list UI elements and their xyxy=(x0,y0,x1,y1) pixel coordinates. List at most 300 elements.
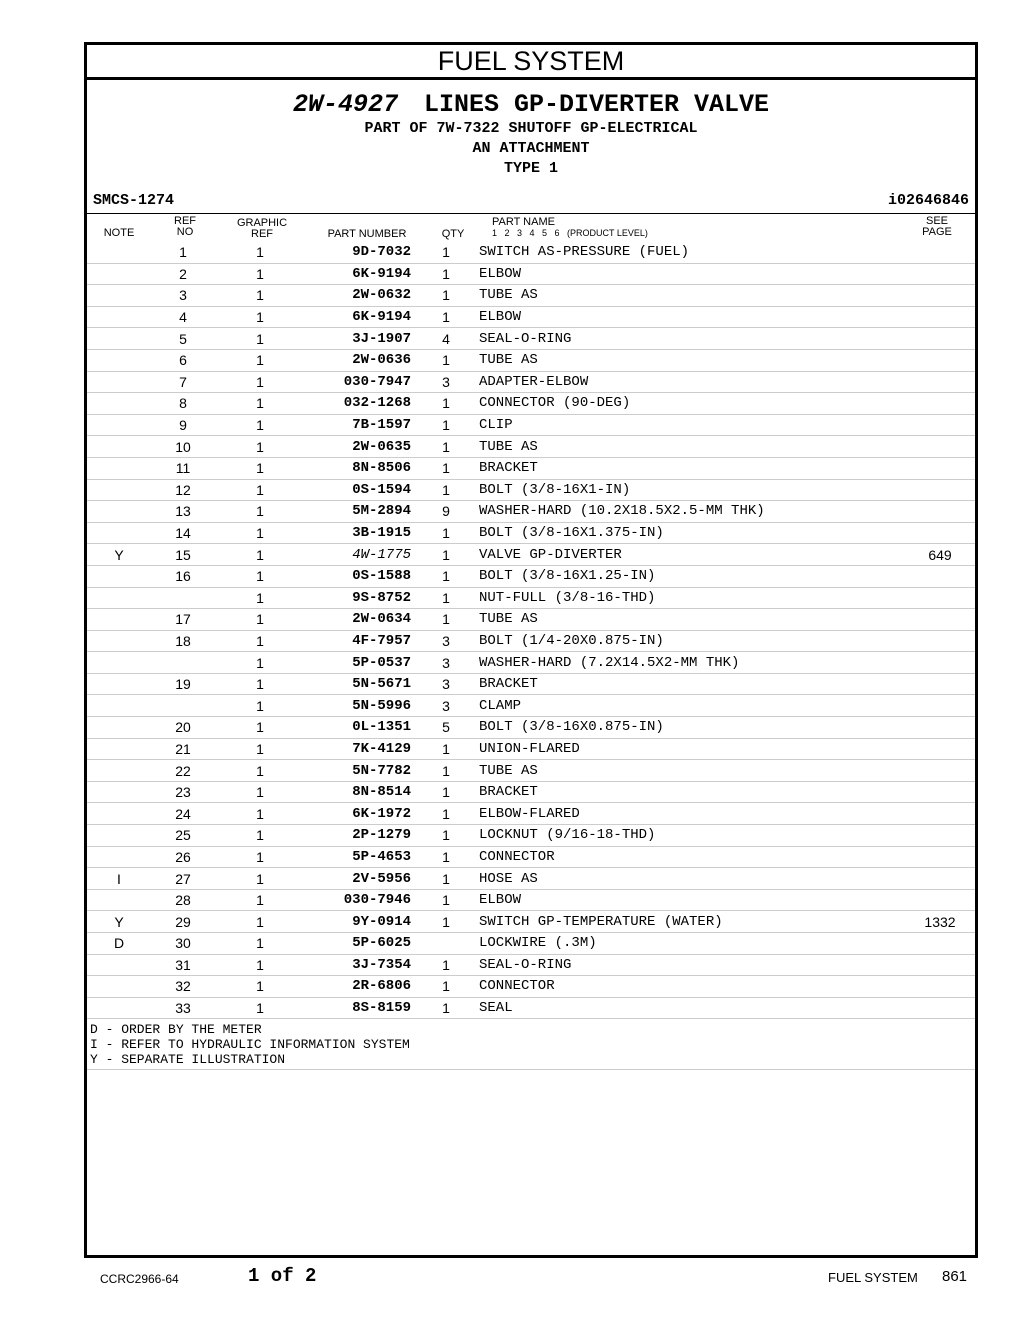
cell-name: CONNECTOR xyxy=(471,976,905,998)
cell-name: BOLT (3/8-16X0.875-IN) xyxy=(471,717,905,739)
cell-pn: 9S-8752 xyxy=(305,587,421,609)
cell-note xyxy=(87,436,151,458)
cell-note xyxy=(87,371,151,393)
cell-note xyxy=(87,587,151,609)
cell-see xyxy=(905,695,975,717)
cell-pn: 5P-4653 xyxy=(305,846,421,868)
cell-gref: 1 xyxy=(215,889,305,911)
cell-qty: 1 xyxy=(421,760,471,782)
cell-gref: 1 xyxy=(215,781,305,803)
col-ref-top: REF xyxy=(174,215,196,227)
cell-qty: 1 xyxy=(421,457,471,479)
cell-gref: 1 xyxy=(215,565,305,587)
cell-name: NUT-FULL (3/8-16-THD) xyxy=(471,587,905,609)
cell-ref: 31 xyxy=(151,954,215,976)
cell-note xyxy=(87,825,151,847)
cell-pn: 2W-0634 xyxy=(305,609,421,631)
col-see-top: SEE xyxy=(925,215,948,227)
cell-ref xyxy=(151,695,215,717)
cell-name: ELBOW xyxy=(471,889,905,911)
table-row xyxy=(87,630,975,652)
cell-ref: 9 xyxy=(151,414,215,436)
cell-name: UNION-FLARED xyxy=(471,738,905,760)
cell-see xyxy=(905,889,975,911)
cell-ref: 22 xyxy=(151,760,215,782)
table-row xyxy=(87,457,975,479)
table-row xyxy=(87,587,975,609)
col-see-bottom: PAGE xyxy=(922,226,952,238)
cell-qty: 1 xyxy=(421,825,471,847)
cell-pn: 3B-1915 xyxy=(305,522,421,544)
cell-ref: 27 xyxy=(151,868,215,890)
cell-gref: 1 xyxy=(215,306,305,328)
cell-pn: 3J-7354 xyxy=(305,954,421,976)
cell-note xyxy=(87,393,151,415)
cell-name: BRACKET xyxy=(471,781,905,803)
cell-ref: 10 xyxy=(151,436,215,458)
cell-gref: 1 xyxy=(215,976,305,998)
cell-note: Y xyxy=(87,911,151,933)
heading-line: PART OF 7W-7322 SHUTOFF GP-ELECTRICAL xyxy=(364,120,698,137)
cell-see xyxy=(905,565,975,587)
cell-note xyxy=(87,803,151,825)
cell-ref: 25 xyxy=(151,825,215,847)
table-row xyxy=(87,652,975,674)
cell-note xyxy=(87,954,151,976)
cell-gref: 1 xyxy=(215,285,305,307)
cell-pn: 7B-1597 xyxy=(305,414,421,436)
cell-ref: 20 xyxy=(151,717,215,739)
column-headers xyxy=(87,214,975,242)
cell-name: SWITCH AS-PRESSURE (FUEL) xyxy=(471,242,905,263)
cell-qty: 1 xyxy=(421,868,471,890)
cell-name: WASHER-HARD (7.2X14.5X2-MM THK) xyxy=(471,652,905,674)
parts-table xyxy=(87,242,975,1019)
cell-gref: 1 xyxy=(215,436,305,458)
cell-pn: 5N-5671 xyxy=(305,673,421,695)
cell-name: WASHER-HARD (10.2X18.5X2.5-MM THK) xyxy=(471,501,905,523)
cell-note: I xyxy=(87,868,151,890)
cell-qty: 1 xyxy=(421,997,471,1019)
cell-ref: 28 xyxy=(151,889,215,911)
cell-see xyxy=(905,738,975,760)
table-row xyxy=(87,673,975,695)
cell-ref: 3 xyxy=(151,285,215,307)
cell-name: CONNECTOR (90-DEG) xyxy=(471,393,905,415)
cell-gref: 1 xyxy=(215,738,305,760)
table-row xyxy=(87,976,975,998)
cell-note xyxy=(87,285,151,307)
col-part-name: PART NAME xyxy=(492,216,555,228)
cell-name: TUBE AS xyxy=(471,285,905,307)
cell-note xyxy=(87,630,151,652)
group-title: LINES GP-DIVERTER VALVE xyxy=(423,90,770,119)
cell-name: CLAMP xyxy=(471,695,905,717)
cell-gref: 1 xyxy=(215,954,305,976)
cell-gref: 1 xyxy=(215,263,305,285)
cell-note xyxy=(87,717,151,739)
cell-ref: 19 xyxy=(151,673,215,695)
cell-qty: 1 xyxy=(421,609,471,631)
table-row xyxy=(87,997,975,1019)
cell-see xyxy=(905,933,975,955)
cell-pn: 8S-8159 xyxy=(305,997,421,1019)
cell-ref: 2 xyxy=(151,263,215,285)
cell-note xyxy=(87,414,151,436)
cell-name: SWITCH GP-TEMPERATURE (WATER) xyxy=(471,911,905,933)
cell-qty: 1 xyxy=(421,889,471,911)
cell-ref xyxy=(151,587,215,609)
cell-pn: 2W-0635 xyxy=(305,436,421,458)
cell-gref: 1 xyxy=(215,609,305,631)
cell-pn: 2W-0632 xyxy=(305,285,421,307)
col-ref-bottom: NO xyxy=(176,226,194,238)
cell-name: SEAL-O-RING xyxy=(471,954,905,976)
cell-ref: 17 xyxy=(151,609,215,631)
cell-ref xyxy=(151,652,215,674)
col-part-number: PART NUMBER xyxy=(327,228,407,240)
cell-gref: 1 xyxy=(215,630,305,652)
table-row xyxy=(87,825,975,847)
cell-name: BOLT (3/8-16X1-IN) xyxy=(471,479,905,501)
cell-note xyxy=(87,609,151,631)
cell-name: TUBE AS xyxy=(471,609,905,631)
cell-qty: 3 xyxy=(421,695,471,717)
cell-pn: 5N-7782 xyxy=(305,760,421,782)
cell-gref: 1 xyxy=(215,911,305,933)
cell-name: BOLT (3/8-16X1.375-IN) xyxy=(471,522,905,544)
cell-gref: 1 xyxy=(215,479,305,501)
cell-name: ELBOW xyxy=(471,306,905,328)
cell-see xyxy=(905,285,975,307)
illustration-id: i02646846 xyxy=(887,192,969,209)
cell-note: D xyxy=(87,933,151,955)
cell-qty: 3 xyxy=(421,652,471,674)
cell-qty: 1 xyxy=(421,803,471,825)
cell-qty: 1 xyxy=(421,242,471,263)
cell-name: CLIP xyxy=(471,414,905,436)
cell-ref: 11 xyxy=(151,457,215,479)
cell-see xyxy=(905,803,975,825)
cell-note xyxy=(87,565,151,587)
table-row xyxy=(87,609,975,631)
cell-qty: 1 xyxy=(421,846,471,868)
page-of: 1 of 2 xyxy=(248,1265,317,1287)
cell-name: BRACKET xyxy=(471,673,905,695)
cell-pn: 030-7947 xyxy=(305,371,421,393)
cell-name: SEAL xyxy=(471,997,905,1019)
cell-gref: 1 xyxy=(215,457,305,479)
cell-qty: 1 xyxy=(421,285,471,307)
cell-qty: 3 xyxy=(421,371,471,393)
group-part-number: 2W-4927 xyxy=(292,90,398,119)
cell-gref: 1 xyxy=(215,522,305,544)
cell-see: 649 xyxy=(905,544,975,566)
page-number: 861 xyxy=(942,1268,968,1285)
cell-see: 1332 xyxy=(905,911,975,933)
cell-see xyxy=(905,522,975,544)
cell-pn: 6K-1972 xyxy=(305,803,421,825)
cell-ref: 26 xyxy=(151,846,215,868)
cell-note xyxy=(87,695,151,717)
table-row xyxy=(87,349,975,371)
cell-pn: 9Y-0914 xyxy=(305,911,421,933)
cell-see xyxy=(905,328,975,350)
table-row xyxy=(87,803,975,825)
cell-see xyxy=(905,242,975,263)
cell-see xyxy=(905,501,975,523)
cell-name: ELBOW-FLARED xyxy=(471,803,905,825)
cell-note xyxy=(87,652,151,674)
cell-see xyxy=(905,652,975,674)
table-row xyxy=(87,695,975,717)
cell-see xyxy=(905,371,975,393)
heading-line: AN ATTACHMENT xyxy=(472,140,590,157)
cell-pn: 5P-6025 xyxy=(305,933,421,955)
cell-see xyxy=(905,717,975,739)
cell-gref: 1 xyxy=(215,393,305,415)
cell-pn: 6K-9194 xyxy=(305,306,421,328)
cell-name: TUBE AS xyxy=(471,436,905,458)
cell-ref: 21 xyxy=(151,738,215,760)
cell-pn: 6K-9194 xyxy=(305,263,421,285)
cell-name: VALVE GP-DIVERTER xyxy=(471,544,905,566)
cell-see xyxy=(905,587,975,609)
cell-gref: 1 xyxy=(215,652,305,674)
cell-note xyxy=(87,846,151,868)
cell-gref: 1 xyxy=(215,242,305,263)
table-row xyxy=(87,306,975,328)
cell-note xyxy=(87,781,151,803)
cell-gref: 1 xyxy=(215,695,305,717)
cell-see xyxy=(905,997,975,1019)
cell-note xyxy=(87,242,151,263)
cell-gref: 1 xyxy=(215,587,305,609)
cell-note xyxy=(87,673,151,695)
cell-note xyxy=(87,263,151,285)
table-row xyxy=(87,479,975,501)
cell-ref: 23 xyxy=(151,781,215,803)
cell-ref: 18 xyxy=(151,630,215,652)
cell-see xyxy=(905,954,975,976)
cell-qty: 1 xyxy=(421,263,471,285)
cell-gref: 1 xyxy=(215,349,305,371)
col-note: NOTE xyxy=(103,227,135,239)
cell-see xyxy=(905,609,975,631)
cell-pn: 2W-0636 xyxy=(305,349,421,371)
table-row xyxy=(87,889,975,911)
cell-note xyxy=(87,522,151,544)
cell-gref: 1 xyxy=(215,868,305,890)
cell-gref: 1 xyxy=(215,933,305,955)
cell-qty: 1 xyxy=(421,781,471,803)
legend-line: Y - SEPARATE ILLUSTRATION xyxy=(90,1052,286,1068)
cell-gref: 1 xyxy=(215,846,305,868)
cell-pn: 4W-1775 xyxy=(305,544,421,566)
cell-gref: 1 xyxy=(215,803,305,825)
cell-ref: 32 xyxy=(151,976,215,998)
cell-note xyxy=(87,976,151,998)
table-row xyxy=(87,933,975,955)
table-row xyxy=(87,436,975,458)
cell-pn: 5P-0537 xyxy=(305,652,421,674)
cell-see xyxy=(905,479,975,501)
cell-qty: 1 xyxy=(421,587,471,609)
cell-note xyxy=(87,889,151,911)
cell-gref: 1 xyxy=(215,673,305,695)
cell-gref: 1 xyxy=(215,544,305,566)
cell-qty: 1 xyxy=(421,976,471,998)
cell-note xyxy=(87,306,151,328)
cell-pn: 3J-1907 xyxy=(305,328,421,350)
cell-gref: 1 xyxy=(215,328,305,350)
cell-see xyxy=(905,630,975,652)
cell-qty: 5 xyxy=(421,717,471,739)
cell-pn: 4F-7957 xyxy=(305,630,421,652)
cell-note xyxy=(87,457,151,479)
cell-ref: 7 xyxy=(151,371,215,393)
cell-pn: 8N-8514 xyxy=(305,781,421,803)
col-qty: QTY xyxy=(441,228,465,240)
cell-see xyxy=(905,414,975,436)
smcs-row xyxy=(87,191,975,214)
cell-gref: 1 xyxy=(215,997,305,1019)
cell-see xyxy=(905,306,975,328)
table-row xyxy=(87,738,975,760)
cell-qty: 1 xyxy=(421,393,471,415)
cell-ref: 30 xyxy=(151,933,215,955)
cell-qty: 1 xyxy=(421,349,471,371)
table-row xyxy=(87,954,975,976)
table-row xyxy=(87,544,975,566)
cell-ref: 13 xyxy=(151,501,215,523)
table-row xyxy=(87,846,975,868)
cell-see xyxy=(905,760,975,782)
cell-note xyxy=(87,328,151,350)
table-row xyxy=(87,393,975,415)
cell-note xyxy=(87,738,151,760)
table-row xyxy=(87,911,975,933)
cell-ref: 4 xyxy=(151,306,215,328)
table-row xyxy=(87,263,975,285)
cell-pn: 0S-1588 xyxy=(305,565,421,587)
cell-see xyxy=(905,349,975,371)
table-row xyxy=(87,868,975,890)
cell-qty: 1 xyxy=(421,565,471,587)
cell-ref: 15 xyxy=(151,544,215,566)
cell-gref: 1 xyxy=(215,717,305,739)
cell-qty: 1 xyxy=(421,306,471,328)
cell-see xyxy=(905,868,975,890)
cell-note xyxy=(87,501,151,523)
cell-qty: 3 xyxy=(421,630,471,652)
cell-qty: 1 xyxy=(421,544,471,566)
legend-line: I - REFER TO HYDRAULIC INFORMATION SYSTEM xyxy=(90,1037,410,1053)
cell-qty: 4 xyxy=(421,328,471,350)
cell-qty: 1 xyxy=(421,911,471,933)
cell-see xyxy=(905,436,975,458)
cell-pn: 7K-4129 xyxy=(305,738,421,760)
cell-note xyxy=(87,349,151,371)
cell-see xyxy=(905,263,975,285)
cell-pn: 2V-5956 xyxy=(305,868,421,890)
table-row xyxy=(87,717,975,739)
cell-name: CONNECTOR xyxy=(471,846,905,868)
cell-pn: 0S-1594 xyxy=(305,479,421,501)
cell-gref: 1 xyxy=(215,371,305,393)
page-footer xyxy=(0,1265,1020,1293)
table-row xyxy=(87,414,975,436)
cell-see xyxy=(905,846,975,868)
table-row xyxy=(87,565,975,587)
cell-pn: 5N-5996 xyxy=(305,695,421,717)
cell-ref: 12 xyxy=(151,479,215,501)
cell-see xyxy=(905,457,975,479)
cell-qty: 1 xyxy=(421,436,471,458)
cell-name: BRACKET xyxy=(471,457,905,479)
cell-name: ADAPTER-ELBOW xyxy=(471,371,905,393)
notes-legend xyxy=(87,1019,975,1070)
cell-gref: 1 xyxy=(215,414,305,436)
cell-note xyxy=(87,997,151,1019)
cell-see xyxy=(905,781,975,803)
cell-see xyxy=(905,825,975,847)
cell-gref: 1 xyxy=(215,501,305,523)
cell-note xyxy=(87,479,151,501)
cell-ref: 8 xyxy=(151,393,215,415)
cell-ref: 16 xyxy=(151,565,215,587)
cell-ref: 6 xyxy=(151,349,215,371)
cell-ref: 33 xyxy=(151,997,215,1019)
cell-name: TUBE AS xyxy=(471,349,905,371)
cell-pn: 2P-1279 xyxy=(305,825,421,847)
cell-pn: 5M-2894 xyxy=(305,501,421,523)
table-row xyxy=(87,781,975,803)
cell-see xyxy=(905,393,975,415)
table-row xyxy=(87,371,975,393)
cell-name: HOSE AS xyxy=(471,868,905,890)
cell-ref: 29 xyxy=(151,911,215,933)
cell-qty: 9 xyxy=(421,501,471,523)
table-row xyxy=(87,760,975,782)
cell-name: ELBOW xyxy=(471,263,905,285)
cell-pn: 9D-7032 xyxy=(305,242,421,263)
cell-name: LOCKWIRE (.3M) xyxy=(471,933,905,955)
cell-ref: 1 xyxy=(151,242,215,263)
group-heading xyxy=(87,91,975,119)
cell-name: BOLT (3/8-16X1.25-IN) xyxy=(471,565,905,587)
cell-qty: 1 xyxy=(421,522,471,544)
cell-ref: 14 xyxy=(151,522,215,544)
table-row xyxy=(87,328,975,350)
parts-list-frame xyxy=(84,42,978,1258)
cell-note xyxy=(87,760,151,782)
cell-note: Y xyxy=(87,544,151,566)
table-row xyxy=(87,242,975,263)
cell-gref: 1 xyxy=(215,825,305,847)
smcs-code: SMCS-1274 xyxy=(93,192,175,209)
cell-ref: 24 xyxy=(151,803,215,825)
cell-name: SEAL-O-RING xyxy=(471,328,905,350)
col-gref-bottom: REF xyxy=(251,228,273,240)
cell-pn: 0L-1351 xyxy=(305,717,421,739)
cell-name: LOCKNUT (9/16-18-THD) xyxy=(471,825,905,847)
cell-pn: 032-1268 xyxy=(305,393,421,415)
cell-name: TUBE AS xyxy=(471,760,905,782)
section-title: FUEL SYSTEM xyxy=(87,45,975,80)
col-product-levels: 1 2 3 4 5 6 (PRODUCT LEVEL) xyxy=(492,228,648,238)
cell-name: BOLT (1/4-20X0.875-IN) xyxy=(471,630,905,652)
